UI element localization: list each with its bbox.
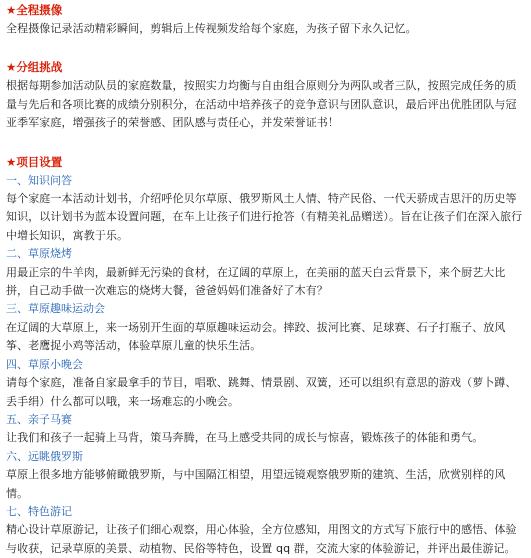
section-heading-projects — [6, 153, 525, 172]
project-label-horse: 五、亲子马赛 — [6, 412, 72, 426]
project-item-journal — [6, 503, 525, 558]
section-title-grouping: 分组挑战 — [16, 60, 63, 75]
project-label-journal: 七、特色游记 — [6, 504, 72, 518]
section-heading-filming — [6, 1, 525, 20]
project-text-sports: 在辽阔的大草原上，来一场别开生面的草原趣味运动会。摔跤、拔河比赛、足球赛、石子打瓶子、放风筝、老鹰捉小鸡等活动，体验草原儿童的快乐生活。 — [6, 320, 506, 353]
project-text-horse: 让我们和孩子一起骑上马背，策马奔腾，在马上感受共同的成长与惊喜，锻炼孩子的体能和勇气。 — [6, 431, 484, 445]
star-icon: ★ — [6, 3, 17, 17]
star-icon: ★ — [6, 60, 17, 75]
project-item-party — [6, 356, 525, 411]
section-text-filming: 全程摄像记录活动精彩瞬间，剪辑后上传视频发给每个家庭，为孩子留下永久记忆。 — [6, 22, 417, 35]
project-label-russia: 六、远眺俄罗斯 — [6, 449, 83, 463]
project-text-bbq: 用最正宗的牛羊肉，最新鲜无污染的食材，在辽阔的草原上，在美丽的蓝天白云背景下，来个厨艺大比拼，自己动手做一次难忘的烧烤大餐，爸爸妈妈们准备好了木有？ — [6, 265, 506, 298]
spacer — [6, 133, 525, 153]
project-label-sports: 三、草原趣味运动会 — [6, 302, 105, 316]
star-icon: ★ — [6, 154, 17, 169]
project-text-party: 请每个家庭，准备自家最拿手的节目，唱歌、跳舞、情景剧、双簧，还可以组织有意思的游戏（萝卜蹲、丢手绢）什么都可以哦，来一场难忘的小晚会。 — [6, 376, 517, 408]
section-title-projects: 项目设置 — [16, 154, 63, 169]
spacer — [6, 38, 525, 58]
project-text-journal: 精心设计草原游记，让孩子们细心观察，用心体验，全方位感知，用图文的方式写下旅行中的感悟、体验与收获，记录草原的美景、动植物、民俗等特色，设置 qq 群，交流大家的体验游记，并评出最佳游记。 — [6, 523, 517, 555]
project-item-quiz — [6, 172, 525, 246]
section-text-grouping: 根据每期参加活动队员的家庭数量，按照实力均衡与自由组合原则分为两队或者三队，按照完成任务的质量与先后和各项比赛的成绩分别积分，在活动中培养孩子的竞争意识与团队意识，最后评出优胜团队与冠亚季军家庭，增强孩子的荣誉感、团队感与责任心，并发荣誉证书！ — [6, 79, 517, 130]
document-body — [6, 1, 525, 558]
project-text-russia: 草原上很多地方能够俯瞰俄罗斯，与中国隔江相望，用望远镜观察俄罗斯的建筑、生活，欣赏别样的风情。 — [6, 468, 506, 500]
project-item-russia — [6, 448, 525, 503]
project-label-quiz: 一、知识问答 — [6, 173, 72, 187]
section-heading-grouping — [6, 58, 525, 77]
project-item-bbq — [6, 245, 525, 300]
project-item-sports — [6, 300, 525, 355]
project-item-horse — [6, 411, 525, 448]
project-label-party: 四、草原小晚会 — [6, 357, 83, 371]
project-label-bbq: 二、草原烧烤 — [6, 247, 72, 261]
section-title-filming: 全程摄像 — [16, 3, 63, 17]
project-text-quiz: 每个家庭一本活动计划书，介绍呼伦贝尔草原、俄罗斯风土人情、特产民俗、一代天骄成吉思汗的历史等知识，以计划书为蓝本设置问题，在车上让孩子们进行抢答（有精美礼品赠送）。旨在让孩子们在深入旅行中增长知识，寓教于乐。 — [6, 192, 523, 242]
